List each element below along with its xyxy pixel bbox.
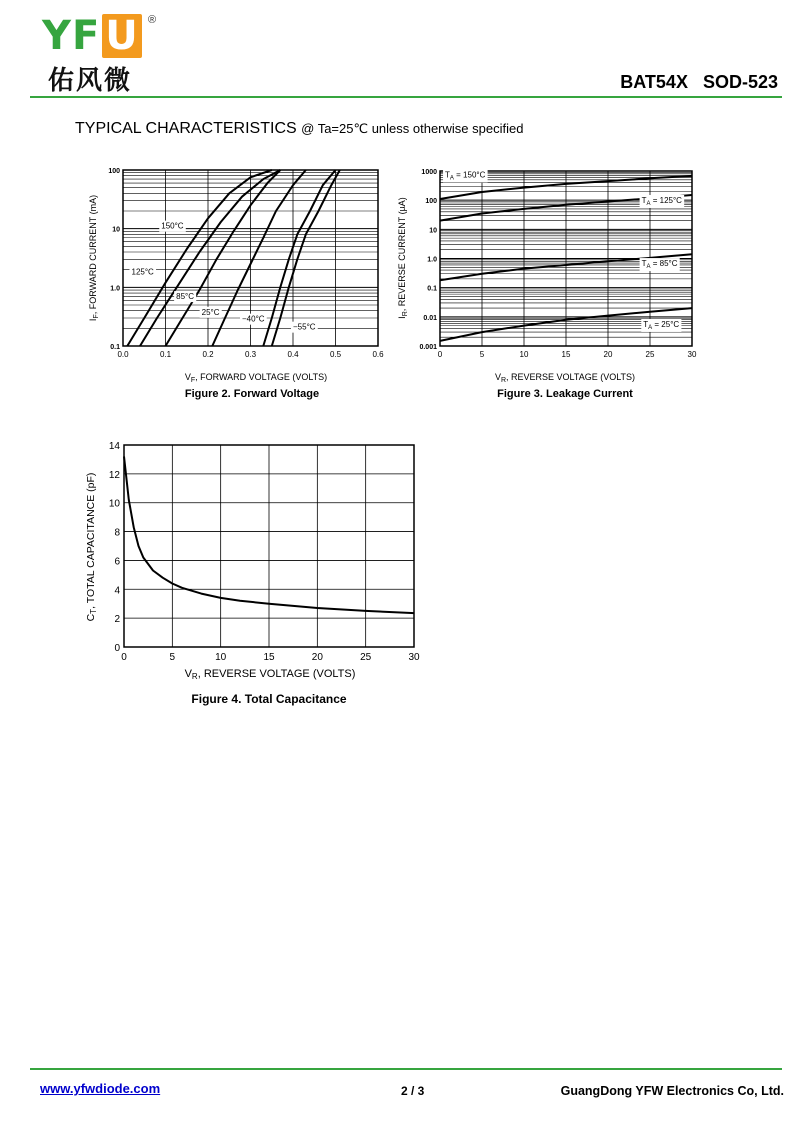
leakage-current-title: Figure 3. Leakage Current	[497, 388, 633, 400]
logo-letters	[42, 14, 142, 58]
leakage-current-xlabel: $V_R$, REVERSE VOLTAGE (VOLTS)	[494, 372, 636, 384]
fv-x-tick-label: 0.0	[117, 350, 129, 359]
tc-x-tick-label: 0	[121, 652, 127, 663]
fv-series-label-0: 150°C	[161, 221, 184, 231]
tc-y-tick-label: 2	[114, 614, 120, 626]
logo-u: U	[102, 14, 141, 58]
fv-x-tick-label: 0.4	[287, 350, 299, 359]
lc-y-tick-label: 0.1	[427, 285, 437, 293]
lc-x-tick-label: 30	[687, 350, 697, 359]
fv-series-label-5: −55°C	[293, 322, 316, 332]
tc-y-tick-label: 0	[114, 643, 120, 654]
forward-voltage-title: Figure 2. Forward Voltage	[184, 388, 320, 400]
fv-series-label-4: −40°C	[242, 314, 265, 324]
tc-y-tick-label: 10	[108, 498, 120, 510]
logo-yf: YF	[42, 13, 101, 59]
tc-y-tick-label: 6	[114, 556, 120, 568]
lc-x-tick-label: 20	[603, 350, 613, 359]
fv-x-tick-label: 0.5	[329, 350, 342, 359]
lc-x-tick-label: 15	[561, 350, 571, 359]
fv-x-tick-label: 0.3	[244, 350, 257, 359]
tc-x-tick-label: 5	[169, 652, 176, 663]
company-logo	[42, 14, 172, 94]
lc-y-tick-label: 0.01	[423, 314, 437, 322]
tc-y-tick-label: 12	[108, 469, 120, 481]
fv-x-tick-label: 0.1	[159, 350, 172, 359]
footer-divider	[30, 1068, 782, 1070]
lc-y-tick-label: 1000	[421, 169, 437, 176]
tc-x-tick-label: 25	[360, 652, 372, 663]
forward-voltage-ylabel: $I_F$, FORWARD CURRENT (mA)	[88, 194, 100, 322]
fv-series-label-3: 25°C	[201, 307, 220, 317]
lc-y-tick-label: 1.0	[427, 256, 437, 264]
tc-y-tick-label: 4	[114, 585, 120, 597]
lc-y-tick-label: 100	[425, 198, 437, 206]
total-capacitance-chart	[80, 435, 430, 710]
lc-y-tick-label: 10	[429, 227, 437, 235]
fv-y-tick-label: 1.0	[110, 285, 120, 293]
fv-y-tick-label: 10	[112, 226, 120, 234]
section-condition: @ Ta=25℃ unless otherwise specified	[301, 121, 524, 136]
tc-x-tick-label: 30	[408, 652, 420, 663]
header-divider	[30, 96, 782, 98]
forward-voltage-chart	[80, 160, 390, 405]
lc-x-tick-label: 25	[645, 350, 655, 359]
section-title-text: TYPICAL CHARACTERISTICS	[75, 120, 297, 137]
fv-series-label-2: 85°C	[176, 292, 194, 302]
fv-series-label-1: 125°C	[131, 267, 154, 277]
logo-chinese-name: 佑风微	[48, 66, 133, 96]
section-title	[75, 120, 523, 138]
page-number: 2 / 3	[401, 1084, 425, 1098]
fv-y-tick-label: 100	[108, 168, 120, 175]
lc-x-tick-label: 5	[479, 350, 485, 359]
tc-x-tick-label: 10	[215, 652, 227, 663]
lc-series-label-0: $T_A = 150^\circ C$	[445, 170, 486, 182]
total-capacitance-xlabel: VR, REVERSE VOLTAGE (VOLTS)	[184, 668, 356, 681]
total-capacitance-grid	[124, 445, 414, 647]
tc-y-tick-label: 14	[108, 441, 120, 452]
tc-x-tick-label: 20	[311, 652, 323, 663]
company-name: GuangDong YFW Electronics Co, Ltd.	[560, 1084, 784, 1098]
lc-x-tick-label: 10	[519, 350, 529, 359]
tc-y-tick-label: 8	[114, 527, 120, 539]
lc-x-tick-label: 0	[437, 350, 443, 359]
lc-series-label-3: $T_A = 25^\circ C$	[643, 319, 680, 331]
leakage-current-chart	[395, 160, 705, 405]
lc-series-label-2: $T_A = 85^\circ C$	[641, 259, 678, 271]
lc-series-label-1: $T_A = 125^\circ C$	[641, 195, 682, 207]
fv-x-tick-label: 0.2	[202, 350, 214, 359]
total-capacitance-title: Figure 4. Total Capacitance	[191, 692, 347, 706]
forward-voltage-xlabel: $V_F$, FORWARD VOLTAGE (VOLTS)	[184, 372, 328, 384]
document-title: BAT54X SOD-523	[620, 72, 778, 92]
fv-x-tick-label: 0.6	[372, 350, 384, 359]
forward-voltage-series	[127, 170, 339, 346]
logo-registered-mark: ®	[148, 14, 157, 26]
lc-y-tick-label: 0.001	[419, 344, 437, 351]
leakage-current-ylabel: $I_R$, REVERSE CURRENT (µA)	[397, 197, 409, 319]
website-link[interactable]: www.yfwdiode.com	[40, 1081, 161, 1096]
fv-y-tick-label: 0.1	[110, 344, 120, 351]
tc-x-tick-label: 15	[263, 652, 275, 663]
fv-series-line-5	[272, 170, 340, 346]
total-capacitance-ylabel: CT, TOTAL CAPACITANCE (pF)	[85, 472, 98, 622]
